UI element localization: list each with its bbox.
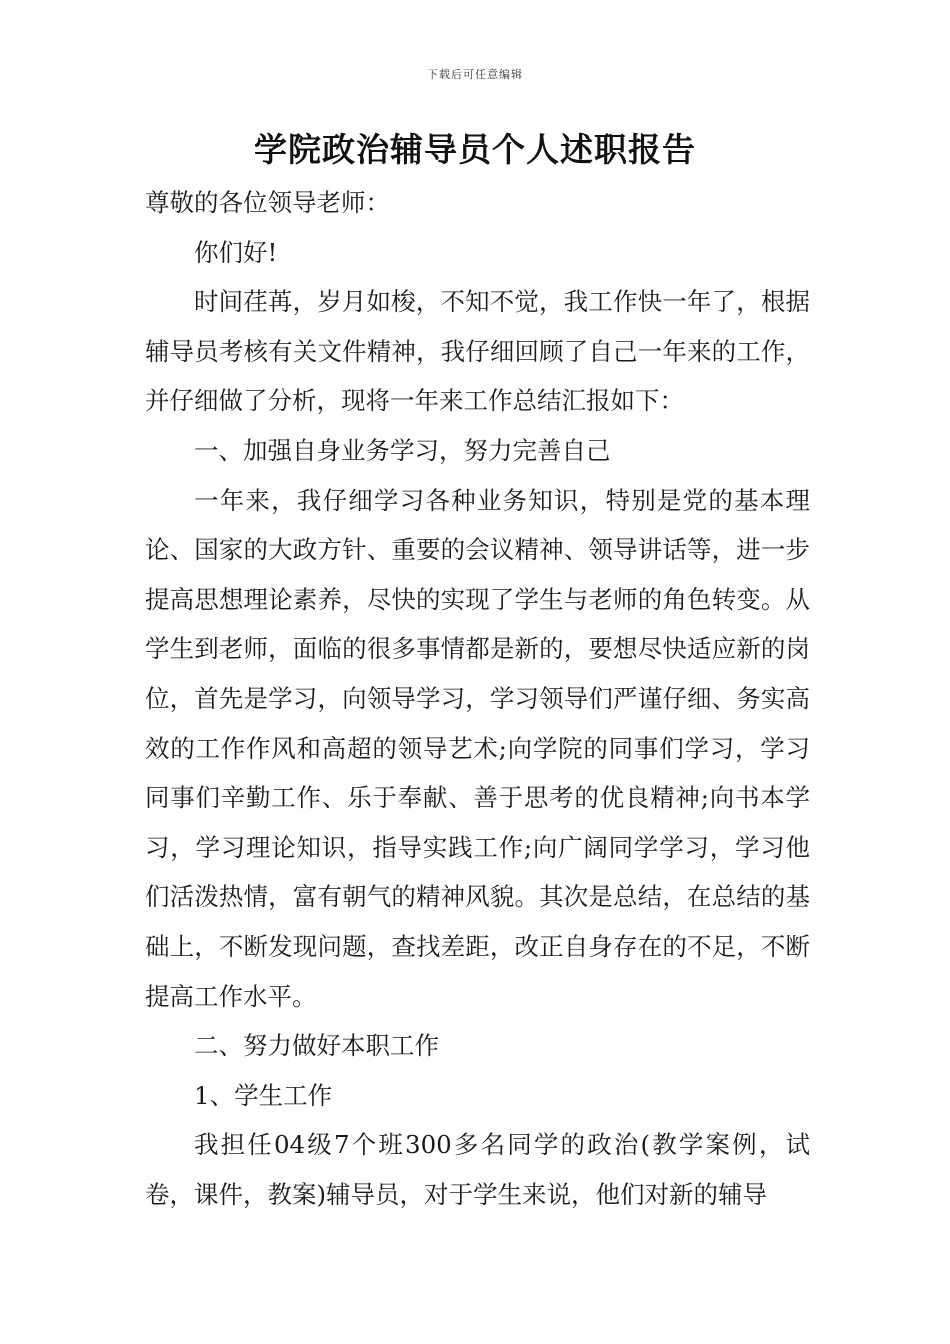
greeting: 你们好!: [194, 237, 278, 267]
subsection-1-paragraph: 我担任04级7个班300多名同学的政治(教学案例，试卷，课件，教案)辅导员，对于学生来说，他们对新的辅导: [145, 1130, 810, 1209]
document-title: 学院政治辅导员个人述职报告: [254, 130, 696, 169]
salutation: 尊敬的各位领导老师：: [145, 188, 390, 217]
subsection-heading-1: 1、学生工作: [194, 1080, 333, 1110]
page-header-note: 下载后可任意编辑: [427, 68, 523, 81]
section-1-paragraph: 一年来，我仔细学习各种业务知识，特别是党的基本理论、国家的大政方针、重要的会议精神、领导讲话等，进一步提高思想理论素养，尽快的实现了学生与老师的角色转变。从学生到老师，面临的很多事情都是新的，要想尽快适应新的岗位，首先是学习，向领导学习，学习领导们严谨仔细、务实高效的工作作风和高超的领导艺术;向学院的同事们学习，学习同事们辛勤工作、乐于奉献、善于思考的优良精神;向书本学习，学习理论知识，指导实践工作;向广阔同学学习，学习他们活泼热情，富有朝气的精神风貌。其次是总结，在总结的基础上，不断发现问题，查找差距，改正自身存在的不足，不断提高工作水平。: [145, 485, 810, 1011]
intro-paragraph: 时间荏苒，岁月如梭，不知不觉，我工作快一年了，根据辅导员考核有关文件精神，我仔细回顾了自己一年来的工作，并仔细做了分析，现将一年来工作总结汇报如下：: [145, 287, 810, 416]
document-body: [145, 178, 810, 1219]
section-heading-2: 二、努力做好本职工作: [194, 1031, 439, 1061]
section-heading-1: 一、加强自身业务学习，努力完善自己: [194, 435, 611, 465]
